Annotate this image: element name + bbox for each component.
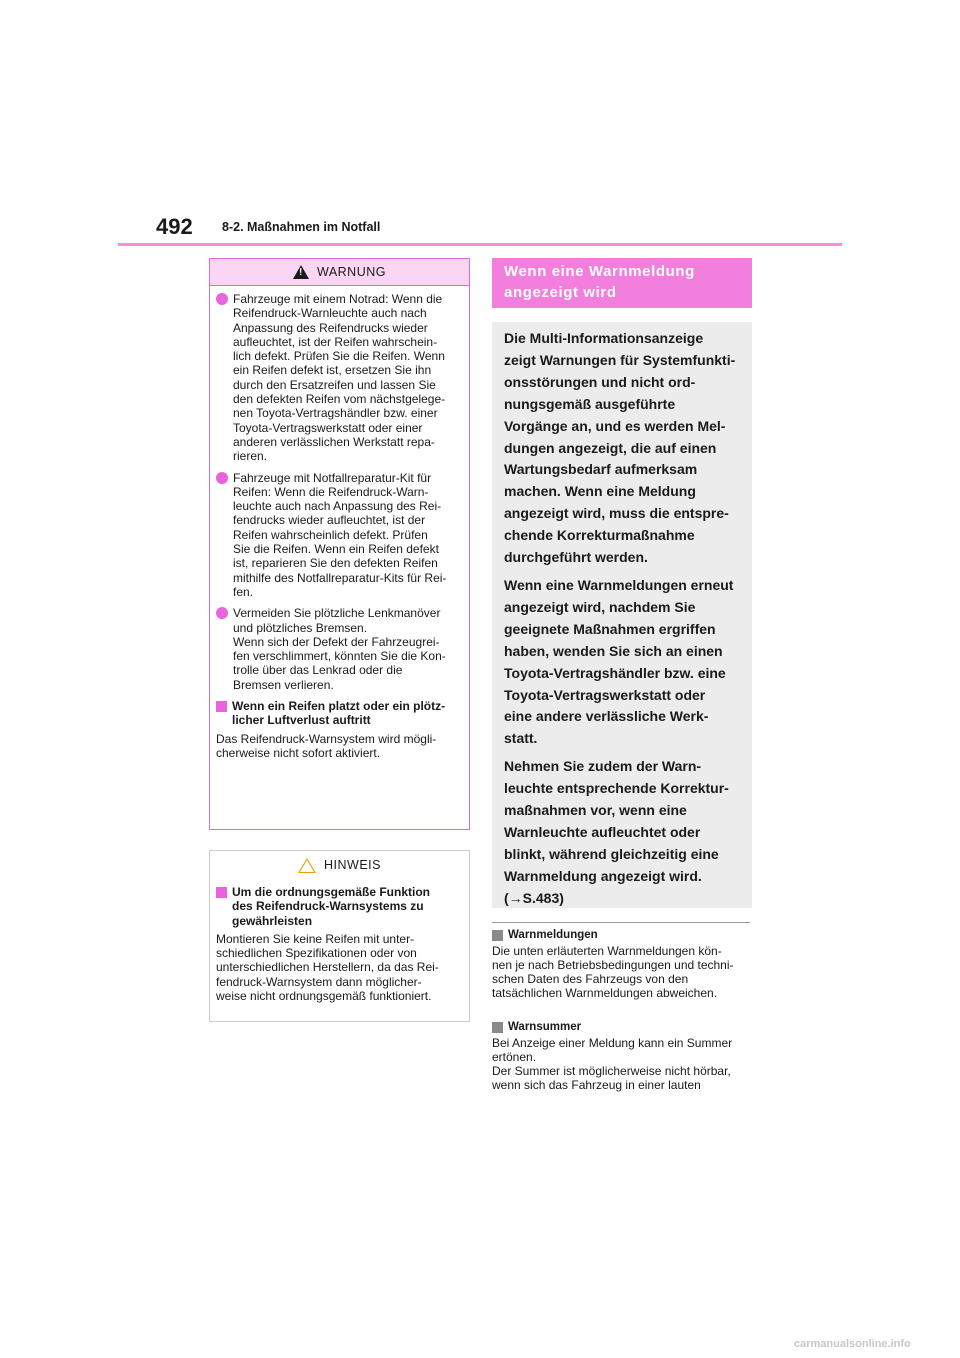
warning-item-text: Fahrzeuge mit Notfallreparatur-Kit für Reifen: Wenn die Reifendruck-Warn- leuchte auch nach Anpassung des Rei- fendrucks wieder aufleuchtet, ist der Reifen wahrscheinlich defekt. Prüfen Sie die Reifen. Wenn ein Reifen defekt ist, reparieren Sie den defekten Reifen mithilfe des Notfallreparatur-Kits für Rei- fen.: [233, 470, 447, 599]
bullet-dot-icon: [216, 472, 228, 484]
bullet-dot-icon: [216, 293, 228, 305]
summary-paragraph: Nehmen Sie zudem der Warn- leuchte entsprechende Korrektur- maßnahmen vor, wenn eine Warnleuchte aufleuchtet oder blinkt, während gleichzeitig eine Warnmeldung angezeigt wird. (→S.483): [504, 758, 729, 906]
note-text: Montieren Sie keine Reifen mit unter- schiedlichen Spezifikationen oder von unterschiedlichen Herstellern, da das Rei- fendruck-Warnsystem dann möglicher- weise nicht ordnungsgemäß funktioniert.: [216, 931, 439, 1004]
warning-item-text: Fahrzeuge mit einem Notrad: Wenn die Reifendruck-Warnleuchte auch nach Anpassung des Reifendrucks wieder aufleuchtet, ist der Reifen wahrschein- lich defekt. Prüfen Sie die Reifen. Wenn ein Reifen defekt ist, ersetzen Sie ihn durch den Ersatzreifen und lassen Sie den defekten Reifen vom nächstgelege- nen Toyota-Vertragshändler bzw. einer Toyota-Vertragswerkstatt oder einer anderen verlässlichen Werkstatt repa- rieren.: [233, 292, 446, 464]
bullet-square-icon: [492, 930, 503, 941]
warning-body: [210, 286, 469, 760]
warning-item-text: Vermeiden Sie plötzliche Lenkmanöver und plötzliches Bremsen. Wenn sich der Defekt der Fahrzeugrei- fen verschlimmert, könnten Sie die Kon- trolle über das Lenkrad oder die Bremsen verlieren.: [233, 606, 446, 692]
section-text: Die unten erläuterten Warnmeldungen kön- nen je nach Betriebsbedingungen und techni- schen Daten des Fahrzeugs von den tatsächlichen Warnmeldungen abweichen.: [492, 944, 734, 1001]
separator-rule: [492, 922, 750, 923]
bullet-square-icon: [492, 1022, 503, 1033]
note-heading: [216, 885, 461, 928]
warning-box: [209, 258, 470, 830]
summary-paragraph: Wenn eine Warnmeldungen erneut angezeigt wird, nachdem Sie geeignete Maßnahmen ergriffen haben, wenden Sie sich an einen Toyota-Vertragshändler bzw. eine Toyota-Vertragswerkstatt oder eine andere verlässliche Werk- statt.: [504, 576, 734, 747]
note-header: [210, 851, 469, 879]
warning-item: [216, 292, 461, 464]
section-heading-text: Warnsummer: [508, 1021, 582, 1033]
warning-triangle-icon: [293, 265, 309, 279]
warning-sub-heading: [216, 699, 461, 728]
warning-title: WARNUNG: [316, 265, 386, 279]
note-body: [210, 879, 469, 1003]
bullet-square-icon: [216, 701, 227, 712]
section-heading-text: Warnmeldungen: [508, 929, 598, 941]
section-label: 8-2. Maßnahmen im Notfall: [222, 220, 381, 234]
caution-triangle-icon: [298, 858, 316, 873]
bullet-square-icon: [216, 887, 227, 898]
bullet-dot-icon: [216, 607, 228, 619]
warning-sub-heading-text: Wenn ein Reifen platzt oder ein plötz- licher Luftverlust auftritt: [232, 699, 446, 728]
warning-sub-text: Das Reifendruck-Warnsystem wird mögli- cherweise nicht sofort aktiviert.: [216, 731, 437, 760]
section-text: Bei Anzeige einer Meldung kann ein Summer ertönen. Der Summer ist möglicherweise nicht hörbar, wenn sich das Fahrzeug in einer lauten: [492, 1036, 733, 1093]
section-title: Wenn eine Warnmeldung angezeigt wird: [492, 258, 752, 308]
warnmeldungen-section: [492, 928, 752, 1000]
section-heading: [492, 928, 752, 942]
warnsummer-section: [492, 1020, 752, 1092]
watermark: carmanualsonline.info: [794, 1338, 911, 1350]
section-heading: [492, 1020, 752, 1034]
note-box: [209, 850, 470, 1022]
warning-item: [216, 471, 461, 600]
summary-box: [492, 322, 752, 908]
note-title: HINWEIS: [324, 858, 381, 872]
note-heading-text: Um die ordnungsgemäße Funktion des Reifendruck-Warnsystems zu gewährleisten: [232, 885, 431, 928]
summary-paragraph: Die Multi-Informationsanzeige zeigt Warnungen für Systemfunkti- onsstörungen und nicht ord- nungsgemäß ausgeführte Vorgänge an, und es werden Mel- dungen angezeigt, die auf einen Wartungsbedarf aufmerksam machen. Wenn eine Meldung angezeigt wird, muss die entspre- chende Korrekturmaßnahme durchgeführt werden.: [504, 330, 736, 566]
header-rule: [118, 243, 842, 246]
warning-item: [216, 606, 461, 692]
warning-header: [210, 259, 469, 286]
page-number: 492: [156, 214, 193, 239]
